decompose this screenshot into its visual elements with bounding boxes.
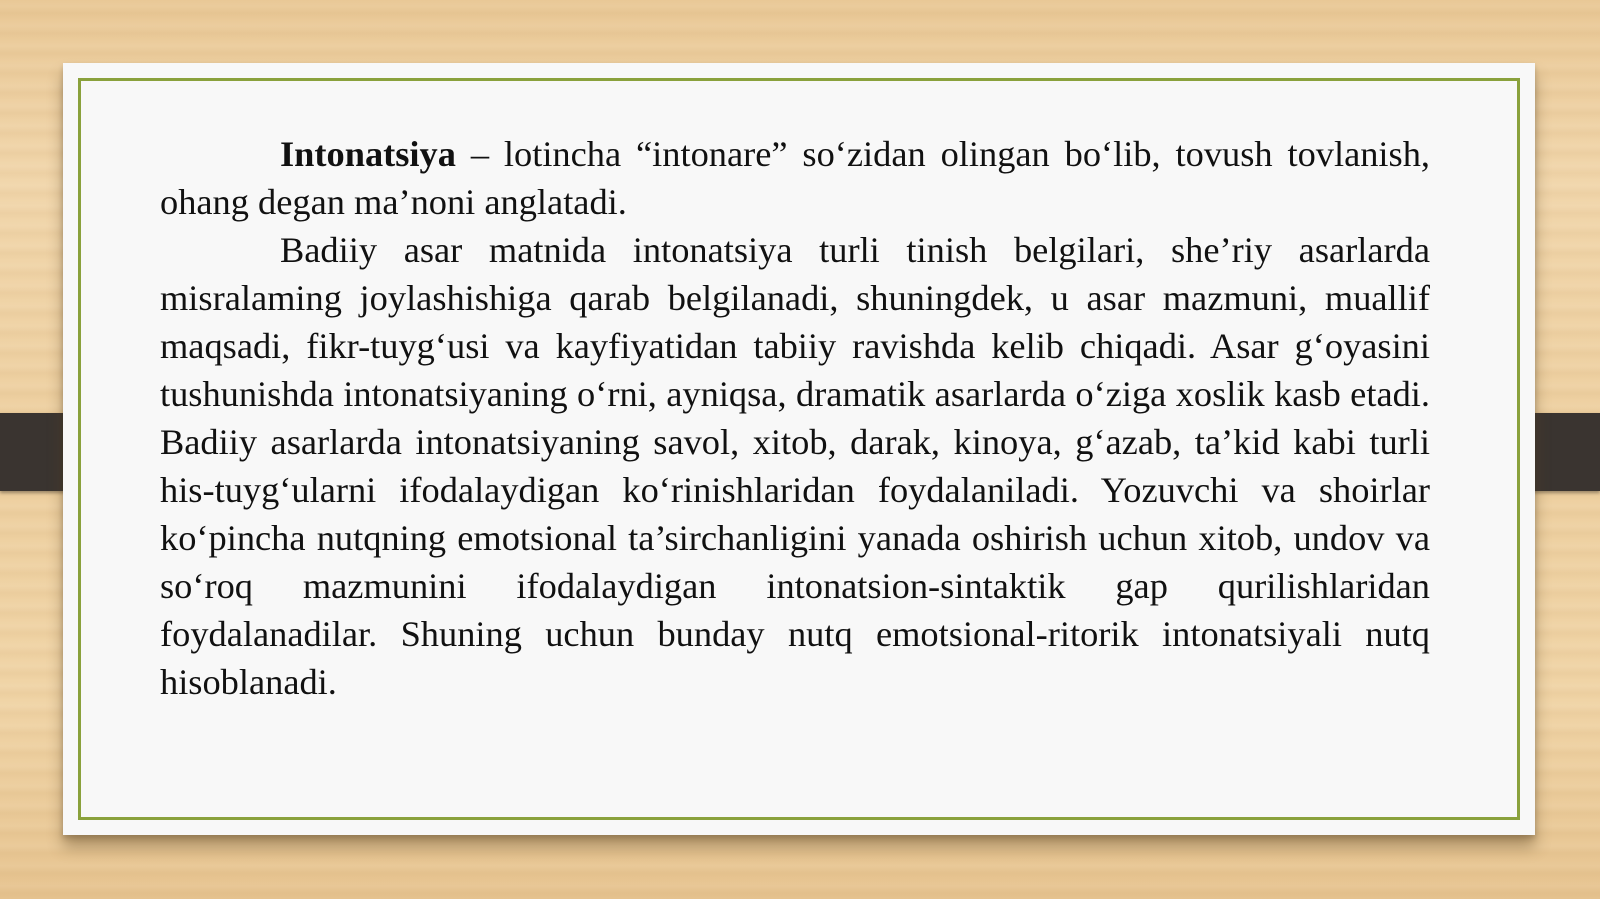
slide-body-text [160, 130, 1430, 706]
definition-text: – lotincha “intonare” so‘zidan olingan bo‘lib, tovush tovlanish, ohang degan ma’noni anglatadi. [160, 134, 1430, 222]
paragraph-definition [160, 130, 1430, 226]
paragraph-explanation: Badiiy asar matnida intonatsiya turli tinish belgilari, she’riy asarlarda misralaming joylashishiga qarab belgilanadi, shuningdek, u asar mazmuni, muallif maqsadi, fikr-tuyg‘usi va kayfiyatidan tabiiy ravishda kelib chiqadi. Asar g‘oyasini tushunishda intonatsiyaning o‘rni, ayniqsa, dramatik asarlarda o‘ziga xoslik kasb etadi. Badiiy asarlarda intonatsiyaning savol, xitob, darak, kinoya, g‘azab, ta’kid kabi turli his-tuyg‘ularni ifodalaydigan ko‘rinishlaridan foydalaniladi. Yozuvchi va shoirlar ko‘pincha nutqning emotsional ta’sirchanligini yanada oshirish uchun xitob, undov va so‘roq mazmunini ifodalaydigan intonatsion-sintaktik gap qurilishlaridan foydalanadilar. Shuning uchun bunday nutq emotsional-ritorik intonatsiyali nutq hisoblanadi. [160, 230, 1430, 702]
term-intonatsiya: Intonatsiya [280, 134, 456, 174]
